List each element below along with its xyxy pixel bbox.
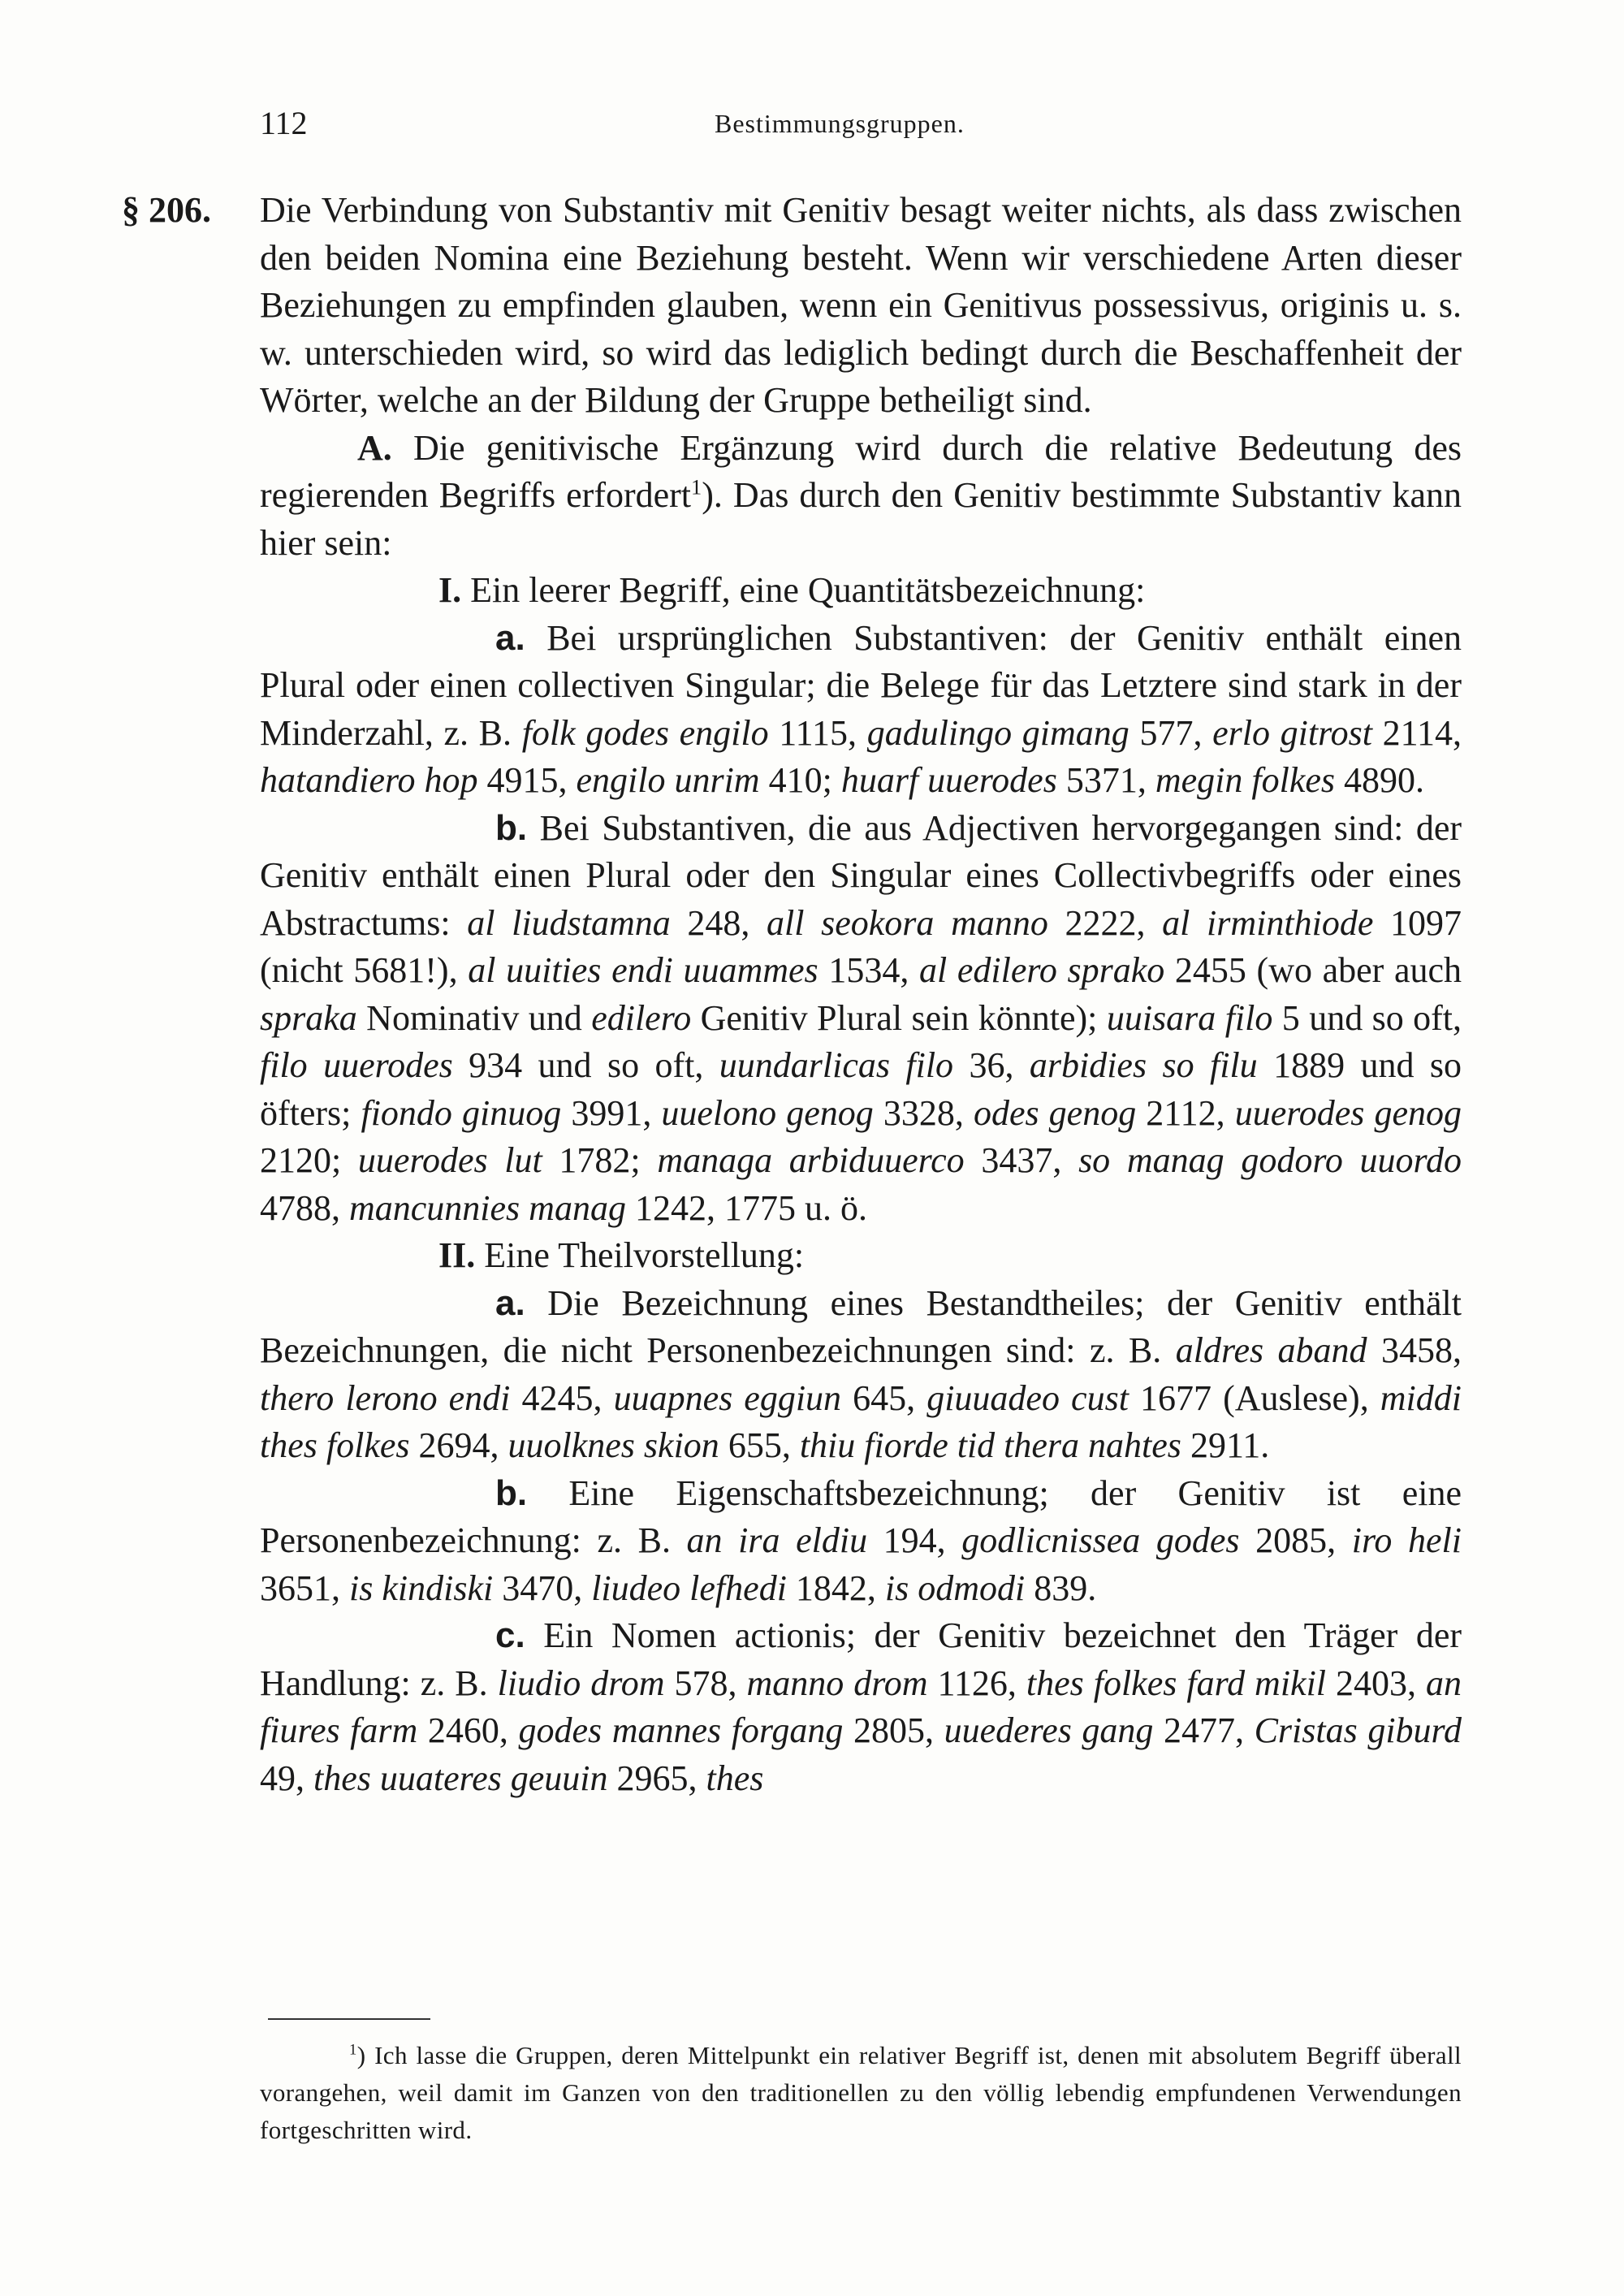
example-form: erlo gitrost <box>1212 712 1372 753</box>
example-form: uuelono genog <box>661 1092 874 1133</box>
example-reference: Genitiv Plural sein könnte); <box>691 997 1107 1038</box>
example-form: al irminthiode <box>1162 902 1374 943</box>
section-number: § 206. <box>122 190 211 230</box>
example-form: is odmodi <box>884 1567 1026 1608</box>
main-text <box>122 187 1462 1802</box>
example-reference: 1534, <box>818 950 919 990</box>
example-form: so manag godoro uuordo <box>1078 1140 1462 1180</box>
example-form: all seokora manno <box>767 902 1048 943</box>
paragraph-a <box>260 425 1462 568</box>
example-reference: 36, <box>953 1045 1030 1085</box>
subheading-i <box>260 567 1462 615</box>
subheading-ii <box>260 1232 1462 1280</box>
example-form: al liudstamna <box>467 902 671 943</box>
example-reference: 3458, <box>1367 1330 1462 1370</box>
example-form: iro heli <box>1351 1520 1462 1560</box>
subheading-text: Ein leerer Begriff, eine Quantitätsbezeichnung: <box>461 570 1146 610</box>
example-reference: 2085, <box>1239 1520 1352 1560</box>
example-reference: 645, <box>841 1377 927 1418</box>
subheading-label: II. <box>438 1235 476 1275</box>
subheading-text: Eine Theilvorstellung: <box>475 1235 805 1275</box>
example-form: godlicnissea godes <box>961 1520 1240 1560</box>
paragraph-text: Die genitivische Ergänzung wird durch die relative Bedeutung des regierenden Begriffs erfordert <box>260 427 1462 515</box>
example-form: filo uuerodes <box>260 1045 453 1085</box>
example-form: managa arbiduuerco <box>657 1140 965 1180</box>
example-form: huarf uuerodes <box>840 760 1057 800</box>
example-form: uuerodes lut <box>357 1140 542 1180</box>
example-form: liudeo lefhedi <box>591 1567 787 1608</box>
example-form: thiu fiorde tid thera nahtes <box>799 1425 1181 1465</box>
example-form: giuuadeo cust <box>926 1377 1129 1418</box>
example-reference: 5 und so oft, <box>1272 997 1462 1038</box>
example-reference: Nominativ und <box>356 997 592 1038</box>
example-reference: 2965, <box>607 1758 706 1798</box>
example-form: uuolknes skion <box>508 1425 719 1465</box>
example-reference: 2403, <box>1326 1663 1426 1703</box>
example-reference: 194, <box>867 1520 962 1560</box>
footnote-text: ) Ich lasse die Gruppen, deren Mittelpunkt ein relativer Begriff ist, denen mit absolutem Begriff überall vorangehen, weil damit im Ganzen von den traditionellen zu den völlig lebendig empfundenen Verwendungen fortgeschritten wird. <box>260 2041 1462 2144</box>
example-reference: 2114, <box>1371 712 1462 753</box>
paragraph-text-cont: ). Das durch den Genitiv bestimmte Substantiv kann hier sein: <box>260 475 1462 563</box>
page-number: 112 <box>260 105 308 141</box>
example-form: engilo unrim <box>576 760 760 800</box>
paragraph-text: Die Verbindung von Substantiv mit Genitiv besagt weiter nichts, als dass zwischen den beiden Nomina eine Beziehung besteht. Wenn wir verschiedene Arten dieser Beziehungen zu empfinden glauben, wenn ein Genitivus possessivus, originis u. s. w. unterschieden wird, so wird das lediglich bedingt durch die Beschaffenheit der Wörter, welche an der Bildung der Gruppe betheiligt sind. <box>260 190 1462 420</box>
paragraph-i-a <box>260 615 1462 805</box>
running-head: Bestimmungsgruppen. <box>715 109 965 138</box>
example-reference: 2460, <box>417 1710 519 1750</box>
example-form: thes uuateres geuuin <box>313 1758 608 1798</box>
example-form: uuederes gang <box>944 1710 1154 1750</box>
example-form: thero lerono endi <box>260 1377 511 1418</box>
example-form: thes folkes fard mikil <box>1026 1663 1327 1703</box>
example-reference: 1097 (nicht 5681!), <box>260 902 1462 990</box>
example-reference: 2120; <box>260 1140 358 1180</box>
paragraph-intro <box>122 187 1462 425</box>
example-reference: 2455 (wo aber auch <box>1164 950 1462 990</box>
page-header <box>260 104 1421 153</box>
example-reference: 3991, <box>561 1092 662 1133</box>
example-form: spraka <box>260 997 357 1038</box>
example-reference: 49, <box>260 1758 313 1798</box>
subheading-label: I. <box>438 570 462 610</box>
example-reference: 4915, <box>477 760 577 800</box>
example-reference: 2694, <box>409 1425 508 1465</box>
example-form: thes <box>706 1758 764 1798</box>
paragraph-i-b <box>260 805 1462 1233</box>
example-reference: 3651, <box>260 1567 349 1608</box>
example-reference: 1126, <box>927 1663 1026 1703</box>
item-text: Bei Substantiven, die aus Adjectiven hervorgegangen sind: der Genitiv enthält einen Plural oder den Singular eines Collectivbegriffs oder eines Abstractums: <box>260 807 1462 943</box>
example-form: hatandiero hop <box>260 760 478 800</box>
example-reference: 2477, <box>1153 1710 1255 1750</box>
example-form: megin folkes <box>1155 760 1336 800</box>
example-reference: 578, <box>664 1663 747 1703</box>
example-form: uundarlicas filo <box>719 1045 954 1085</box>
example-form: edilero <box>591 997 692 1038</box>
paragraph-ii-a <box>260 1280 1462 1470</box>
example-reference: 248, <box>670 902 767 943</box>
example-form: gadulingo gimang <box>866 712 1129 753</box>
paragraph-ii-b <box>260 1470 1462 1613</box>
item-label: c. <box>495 1615 525 1655</box>
example-form: middi thes folkes <box>260 1377 1462 1465</box>
example-reference: 1242, 1775 u. ö. <box>625 1187 867 1228</box>
example-form: an fiures farm <box>260 1663 1462 1750</box>
paragraph-label: A. <box>357 427 392 468</box>
item-label: a. <box>495 1282 525 1323</box>
item-label: b. <box>495 807 528 848</box>
example-reference: 1842, <box>786 1567 885 1608</box>
example-reference: 2222, <box>1047 902 1163 943</box>
example-form: uuerodes genog <box>1234 1092 1462 1133</box>
footnote-marker: 1 <box>349 2041 357 2059</box>
example-form: is kindiski <box>349 1567 494 1608</box>
example-reference: 3328, <box>873 1092 974 1133</box>
example-reference: 1677 (Auslese), <box>1128 1377 1380 1418</box>
example-form: aldres aband <box>1175 1330 1367 1370</box>
example-form: Cristas giburd <box>1254 1710 1462 1750</box>
item-text: Bei ursprünglichen Substantiven: der Genitiv enthält einen Plural oder einen collectiven Singular; die Belege für das Letztere sind stark in der Minderzahl, z. B. <box>260 617 1462 753</box>
item-label: b. <box>495 1472 528 1513</box>
example-reference: 410; <box>759 760 841 800</box>
item-label: a. <box>495 617 525 658</box>
item-text: Ein Nomen actionis; der Genitiv bezeichnet den Träger der Handlung: z. B. <box>260 1615 1462 1703</box>
footnote-1 <box>260 2037 1462 2149</box>
examples <box>260 903 1462 1228</box>
example-reference: 4245, <box>510 1377 614 1418</box>
example-reference: 2805, <box>843 1710 944 1750</box>
example-form: mancunnies manag <box>349 1187 626 1228</box>
example-form: godes mannes forgang <box>518 1710 844 1750</box>
example-form: uuisara filo <box>1106 997 1273 1038</box>
example-reference: 3437, <box>964 1140 1079 1180</box>
item-text: Die Bezeichnung eines Bestandtheiles; der Genitiv enthält Bezeichnungen, die nicht Personenbezeichnungen sind: z. B. <box>260 1282 1462 1370</box>
footnote-divider <box>268 2018 430 2020</box>
example-form: fiondo ginuog <box>361 1092 562 1133</box>
example-reference: 2911. <box>1181 1425 1270 1465</box>
example-form: al edilero sprako <box>918 950 1165 990</box>
footnotes <box>260 2037 1462 2149</box>
example-reference: 1115, <box>768 712 867 753</box>
example-form: al uuities endi uuammes <box>468 950 818 990</box>
example-reference: 1889 und so öfters; <box>260 1045 1462 1133</box>
example-form: folk godes engilo <box>521 712 769 753</box>
example-reference: 4788, <box>260 1187 349 1228</box>
example-form: manno drom <box>746 1663 928 1703</box>
example-form: liudio drom <box>497 1663 665 1703</box>
example-reference: 2112, <box>1136 1092 1235 1133</box>
footnote-reference: 1 <box>691 474 702 499</box>
example-form: an ira eldiu <box>686 1520 868 1560</box>
item-text: Eine Eigenschaftsbezeichnung; der Genitiv ist eine Personenbezeichnung: z. B. <box>260 1472 1462 1560</box>
example-reference: 3470, <box>493 1567 592 1608</box>
example-form: odes genog <box>973 1092 1137 1133</box>
example-reference: 1782; <box>542 1140 658 1180</box>
example-form: arbidies so filu <box>1029 1045 1258 1085</box>
example-reference: 577, <box>1129 712 1213 753</box>
example-reference: 934 und so oft, <box>452 1045 719 1085</box>
example-reference: 839. <box>1025 1567 1097 1608</box>
example-form: uuapnes eggiun <box>613 1377 842 1418</box>
paragraph-ii-c <box>260 1612 1462 1802</box>
example-reference: 4890. <box>1335 760 1425 800</box>
example-reference: 655, <box>719 1425 800 1465</box>
example-reference: 5371, <box>1056 760 1155 800</box>
